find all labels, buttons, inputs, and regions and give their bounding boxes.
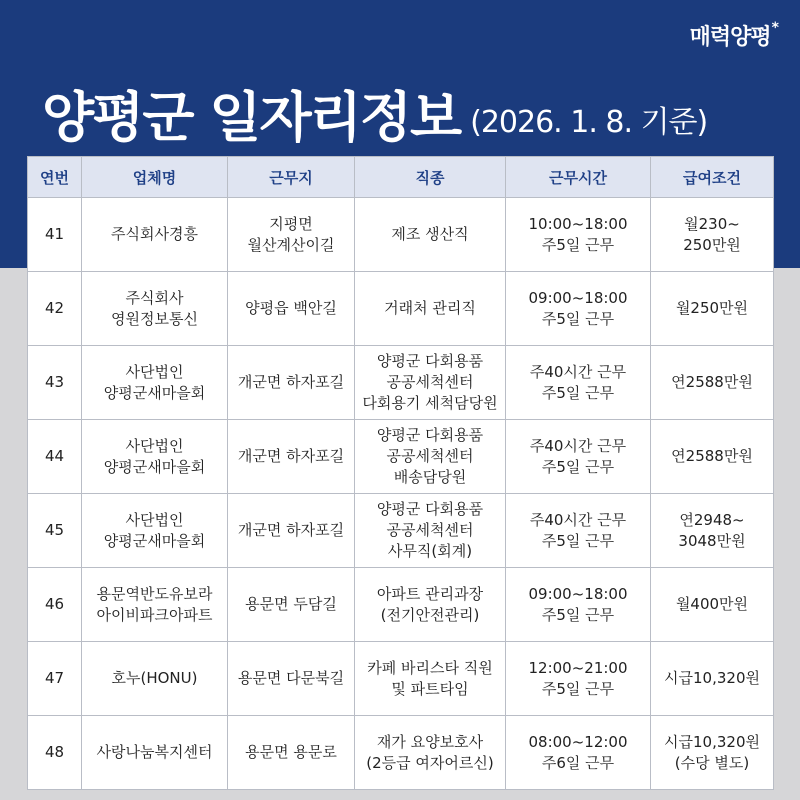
work-hours: 주40시간 근무 주5일 근무 — [529, 436, 627, 476]
work-hours: 12:00~21:00 주5일 근무 — [528, 658, 628, 698]
pay-condition-cell — [651, 568, 774, 642]
job-type-cell — [355, 716, 506, 790]
table-row — [28, 420, 774, 494]
job-type-cell — [355, 568, 506, 642]
column-header-location: 근무지 — [228, 157, 355, 198]
page-title: 양평군 일자리정보 — [42, 86, 461, 149]
logo-text: 매력양평 — [689, 25, 771, 50]
pay-condition: 연2588만원 — [671, 447, 753, 465]
work-location-cell — [228, 420, 355, 494]
pay-condition: 월400만원 — [675, 595, 749, 613]
work-location-cell — [228, 272, 355, 346]
pay-condition: 월250만원 — [675, 299, 749, 317]
row-number: 43 — [44, 373, 65, 391]
job-type-cell — [355, 420, 506, 494]
pay-condition: 연2588만원 — [671, 373, 753, 391]
company-name: 사단법인 양평군새마을회 — [103, 436, 206, 476]
work-hours: 09:00~18:00 주5일 근무 — [528, 288, 628, 328]
row-number-cell — [28, 198, 82, 272]
column-header-pay: 급여조건 — [651, 157, 774, 198]
work-location-cell — [228, 716, 355, 790]
row-number: 46 — [44, 595, 65, 613]
job-type: 재가 요양보호사 (2등급 여자어르신) — [366, 732, 494, 772]
row-number-cell — [28, 346, 82, 420]
table-row — [28, 642, 774, 716]
company-name-cell — [82, 642, 228, 716]
pay-condition-cell — [651, 494, 774, 568]
work-location: 용문면 두담길 — [245, 595, 337, 613]
company-name: 용문역반도유보라 아이비파크아파트 — [96, 584, 213, 624]
job-type-cell — [355, 346, 506, 420]
pay-condition-cell — [651, 272, 774, 346]
company-name: 사랑나눔복지센터 — [96, 743, 213, 761]
table-row — [28, 568, 774, 642]
work-location: 개군면 하자포길 — [237, 447, 345, 465]
job-type: 거래처 관리직 — [384, 299, 476, 317]
job-type-cell — [355, 272, 506, 346]
company-name: 주식회사경흥 — [111, 225, 198, 243]
job-type-cell — [355, 198, 506, 272]
table-row — [28, 494, 774, 568]
table-row — [28, 716, 774, 790]
table-row — [28, 198, 774, 272]
row-number-cell — [28, 642, 82, 716]
pay-condition: 월230~ 250만원 — [683, 214, 741, 254]
work-hours: 주40시간 근무 주5일 근무 — [529, 362, 627, 402]
pay-condition-cell — [651, 346, 774, 420]
pay-condition-cell — [651, 198, 774, 272]
row-number: 41 — [44, 225, 65, 243]
company-name-cell — [82, 420, 228, 494]
company-name: 호누(HONU) — [111, 669, 198, 687]
work-hours: 08:00~12:00 주6일 근무 — [528, 732, 628, 772]
work-location: 개군면 하자포길 — [237, 521, 345, 539]
table-header-row — [28, 157, 774, 198]
job-type: 양평군 다회용품 공공세척센터 배송담당원 — [376, 426, 484, 486]
row-number: 48 — [44, 743, 65, 761]
page-subtitle: (2026. 1. 8. 기준) — [470, 105, 708, 140]
job-type: 카페 바리스타 직원 및 파트타임 — [367, 658, 493, 698]
company-name: 사단법인 양평군새마을회 — [103, 510, 206, 550]
work-hours-cell — [506, 716, 651, 790]
company-name: 주식회사 영원정보통신 — [111, 288, 198, 328]
work-hours-cell — [506, 346, 651, 420]
work-hours-cell — [506, 642, 651, 716]
work-location: 지평면 월산계산이길 — [247, 214, 335, 254]
work-hours-cell — [506, 198, 651, 272]
work-location: 개군면 하자포길 — [237, 373, 345, 391]
company-name-cell — [82, 272, 228, 346]
pay-condition-cell — [651, 642, 774, 716]
row-number-cell — [28, 420, 82, 494]
company-name-cell — [82, 494, 228, 568]
work-hours-cell — [506, 568, 651, 642]
brand-logo — [690, 20, 778, 51]
row-number-cell — [28, 494, 82, 568]
column-header-company: 업체명 — [82, 157, 228, 198]
column-header-job: 직종 — [355, 157, 506, 198]
work-location-cell — [228, 346, 355, 420]
logo-star: * — [771, 20, 778, 36]
row-number-cell — [28, 568, 82, 642]
pay-condition: 시급10,320원 (수당 별도) — [664, 732, 760, 772]
job-type: 양평군 다회용품 공공세척센터 다회용기 세척담당원 — [362, 352, 498, 412]
work-hours: 주40시간 근무 주5일 근무 — [529, 510, 627, 550]
table-row — [28, 272, 774, 346]
pay-condition-cell — [651, 716, 774, 790]
company-name-cell — [82, 198, 228, 272]
column-header-hours: 근무시간 — [506, 157, 651, 198]
work-hours-cell — [506, 272, 651, 346]
job-table-container — [27, 156, 773, 790]
work-location-cell — [228, 642, 355, 716]
column-header-no: 연번 — [28, 157, 82, 198]
work-location: 용문면 용문로 — [245, 743, 337, 761]
work-location-cell — [228, 494, 355, 568]
company-name: 사단법인 양평군새마을회 — [103, 362, 206, 402]
job-type: 양평군 다회용품 공공세척센터 사무직(회계) — [376, 500, 484, 560]
pay-condition-cell — [651, 420, 774, 494]
work-hours-cell — [506, 494, 651, 568]
work-location: 양평읍 백안길 — [245, 299, 337, 317]
work-location-cell — [228, 568, 355, 642]
job-type-cell — [355, 642, 506, 716]
row-number: 44 — [44, 447, 65, 465]
title-row — [42, 78, 707, 150]
company-name-cell — [82, 346, 228, 420]
work-hours: 09:00~18:00 주5일 근무 — [528, 584, 628, 624]
job-type-cell — [355, 494, 506, 568]
company-name-cell — [82, 568, 228, 642]
row-number: 47 — [44, 669, 65, 687]
row-number: 45 — [44, 521, 65, 539]
job-type: 제조 생산직 — [391, 225, 469, 243]
job-table — [27, 156, 774, 790]
work-hours-cell — [506, 420, 651, 494]
row-number-cell — [28, 272, 82, 346]
work-location: 용문면 다문북길 — [237, 669, 345, 687]
row-number: 42 — [44, 299, 65, 317]
table-row — [28, 346, 774, 420]
job-type: 아파트 관리과장 (전기안전관리) — [376, 584, 484, 624]
pay-condition: 연2948~ 3048만원 — [678, 510, 746, 550]
row-number-cell — [28, 716, 82, 790]
work-hours: 10:00~18:00 주5일 근무 — [528, 214, 628, 254]
pay-condition: 시급10,320원 — [664, 669, 760, 687]
work-location-cell — [228, 198, 355, 272]
company-name-cell — [82, 716, 228, 790]
